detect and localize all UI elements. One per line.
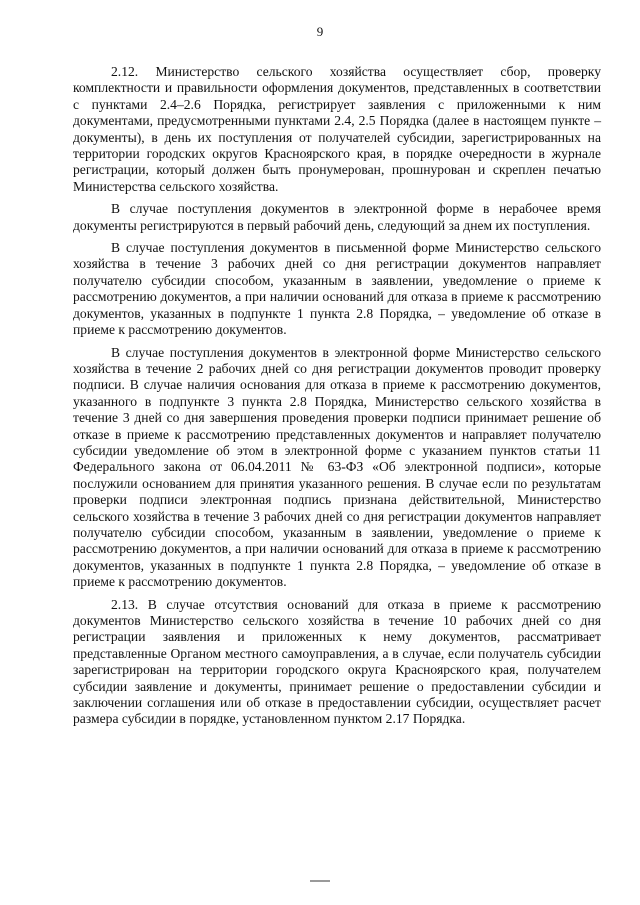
scan-artifact-mark [310, 880, 330, 882]
paragraph-electronic-offhours: В случае поступления документов в электронной форме в нерабочее время документы регистрируются в первый рабочий день, следующий за днем их поступления. [73, 201, 601, 233]
paragraph-written-form: В случае поступления документов в письменной форме Министерство сельского хозяйства в течение 3 рабочих дней со дня регистрации документов направляет получателю субсидии способом, указанным в заявлении, уведомление о приеме к рассмотрению документов, а при наличии оснований для отказа в приеме к рассмотрению документов, указанных в подпункте 1 пункта 2.8 Порядка, – уведомление об отказе в приеме к рассмотрению документов. [73, 240, 601, 338]
paragraph-electronic-form: В случае поступления документов в электронной форме Министерство сельского хозяйства в течение 2 рабочих дней со дня регистрации документов проводит проверку подписи. В случае наличия основания для отказа в приеме к рассмотрению документов, указанного в подпункте 3 пункта 2.8 Порядка, Министерство сельского хозяйства в течение 3 дней со дня завершения проведения проверки подписи принимает решение об отказе в приеме к рассмотрению представленных документов и направляет получателю субсидии уведомление об этом в электронной форме с указанием пунктов статьи 11 Федерального закона от 06.04.2011 № 63-ФЗ «Об электронной подписи», которые послужили основанием для принятия указанного решения. В случае если по результатам проверки подписи электронная подпись признана действительной, Министерство сельского хозяйства в течение 3 рабочих дней со дня регистрации документов направляет получателю субсидии способом, указанным в заявлении, уведомление о приеме к рассмотрению документов, а при наличии оснований для отказа в приеме к рассмотрению документов, указанных в подпункте 1 пункта 2.8 Порядка, – уведомление об отказе в приеме к рассмотрению документов. [73, 344, 601, 590]
document-body [73, 64, 601, 734]
paragraph-2-13: 2.13. В случае отсутствия оснований для отказа в приеме к рассмотрению документов Министерство сельского хозяйства в течение 10 рабочих дней со дня регистрации заявления и приложенных к нему документов, рассматривает представленные Органом местного самоуправления, а в случае, если получатель субсидии зарегистрирован на территории городского округа Красноярского края, получателем субсидии заявление и документы, принимает решение о предоставлении субсидии и заключении соглашения или об отказе в предоставлении субсидии, осуществляет расчет размера субсидии в порядке, установленном пунктом 2.17 Порядка. [73, 596, 601, 727]
page-number: 9 [316, 24, 324, 39]
paragraph-2-12: 2.12. Министерство сельского хозяйства осуществляет сбор, проверку комплектности и правильности оформления документов, представленных в соответствии с пунктами 2.4–2.6 Порядка, регистрирует заявления с приложенными к ним документами, предусмотренными пунктами 2.4, 2.5 Порядка (далее в настоящем пункте – документы), в день их поступления от получателей субсидии, зарегистрированных на территории городских округов Красноярского края, в порядке очередности в журнале регистрации, который должен быть пронумерован, прошнурован и скреплен печатью Министерства сельского хозяйства. [73, 64, 601, 194]
